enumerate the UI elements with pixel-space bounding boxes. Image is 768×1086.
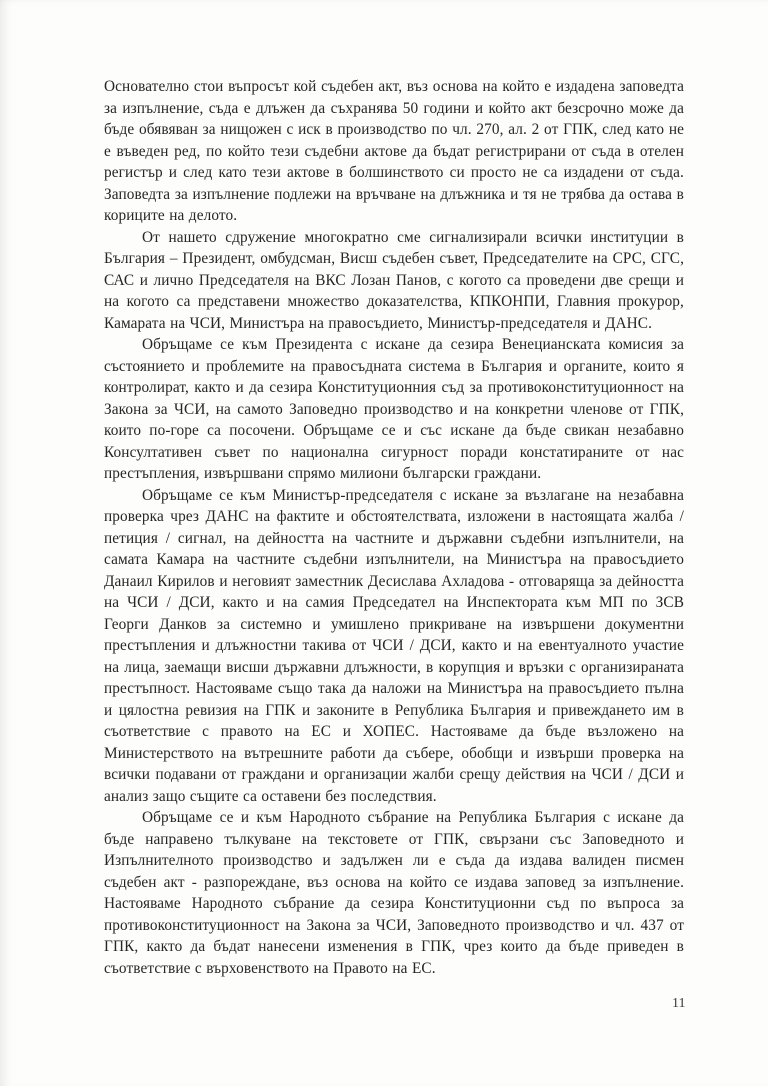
paragraph-appeal-to-prime-minister: Обръщаме се към Министър-председателя с искане за възлагане на незабавна проверка чрез ДАНС на фактите и обстоятелствата, изложени в настоящата жалба / петиция / сигнал, на дейността на частните и държавни съдебни изпълнители, на самата Камара на частните съдебни изпълнители, на Министъра на правосъдието Данаил Кирилов и неговият заместник Десислава Ахладова - отговаряща за дейността на ЧСИ / ДСИ, както и на самия Председател на Инспектората към МП по ЗСВ Георги Данков за системно и умишлено прикриване на извършени документни престъпления и длъжностни такива от ЧСИ / ДСИ, както и на евентуалното участие на лица, заемащи висши държавни длъжности, в корупция и връзки с организираната престъпност. Настояваме също така да наложи на Министъра на правосъдието пълна и цялостна ревизия на ГПК и законите в Република България и привеждането им в съответствие с правото на ЕС и ХОПЕС. Настояваме да бъде възложено на Министерството на вътрешните работи да събере, обобщи и извърши проверка на всички подавани от граждани и организации жалби срещу действия на ЧСИ / ДСИ и анализ защо същите са оставени без последствия.	[104, 486, 684, 805]
page-number: 11	[672, 996, 686, 1011]
paragraph-appeal-to-president: Обръщаме се към Президента с искане да сезира Венецианската комисия за състоянието и проблемите на правосъдната система в България и органите, които я контролират, както и да сезира Конституционния съд за противоконституционност на Закона за ЧСИ, на самото Заповедно производство и на конкретни членове от ГПК, които по-горе са посочени. Обръщаме се и със искане да бъде свикан незабавно Консултативен съвет по национална сигурност поради констатираните от нас престъпления, извършвани спрямо милиони български граждани.	[104, 336, 684, 482]
document-body	[104, 76, 684, 979]
paragraph-court-act-question: Основателно стои въпросът кой съдебен акт, въз основа на който е издадена заповедта за изпълнение, съда е длъжен да съхранява 50 години и който акт безсрочно може да бъде обявяван за нищожен с иск в производство по чл. 270, ал. 2 от ГПК, след като не е въведен ред, по който тези съдебни актове да бъдат регистрирани от съда в отелен регистър и след като тези актове в болшинството си просто не са издадени от съда. Заповедта за изпълнение подлежи на връчване на длъжника и тя не трябва да остава в кориците на делото.	[104, 78, 684, 224]
paragraph-institutions-notified: От нашето сдружение многократно сме сигнализирали всички институции в България – Президент, омбудсман, Висш съдебен съвет, Председателите на СРС, СГС, САС и лично Председателя на ВКС Лозан Панов, с когото са проведени две срещи и на когото са представени множество доказателства, КПКОНПИ, Главния прокурор, Камарата на ЧСИ, Министъра на правосъдието, Министър-председателя и ДАНС.	[104, 228, 684, 332]
paragraph-appeal-to-national-assembly: Обръщаме се и към Народното събрание на Република България с искане да бъде направено тълкуване на текстовете от ГПК, свързани със Заповедното и Изпълнителното производство и задължен ли е съда да издава валиден писмен съдебен акт - разпореждане, въз основа на който се издава заповед за изпълнение. Настояваме Народното събрание да сезира Конституционни съд по въпроса за противоконституционност на Закона за ЧСИ, Заповедното производство и чл. 437 от ГПК, както да бъдат нанесени изменения в ГПК, чрез които да бъде приведен в съответствие с върховенството на Правото на ЕС.	[104, 809, 684, 977]
